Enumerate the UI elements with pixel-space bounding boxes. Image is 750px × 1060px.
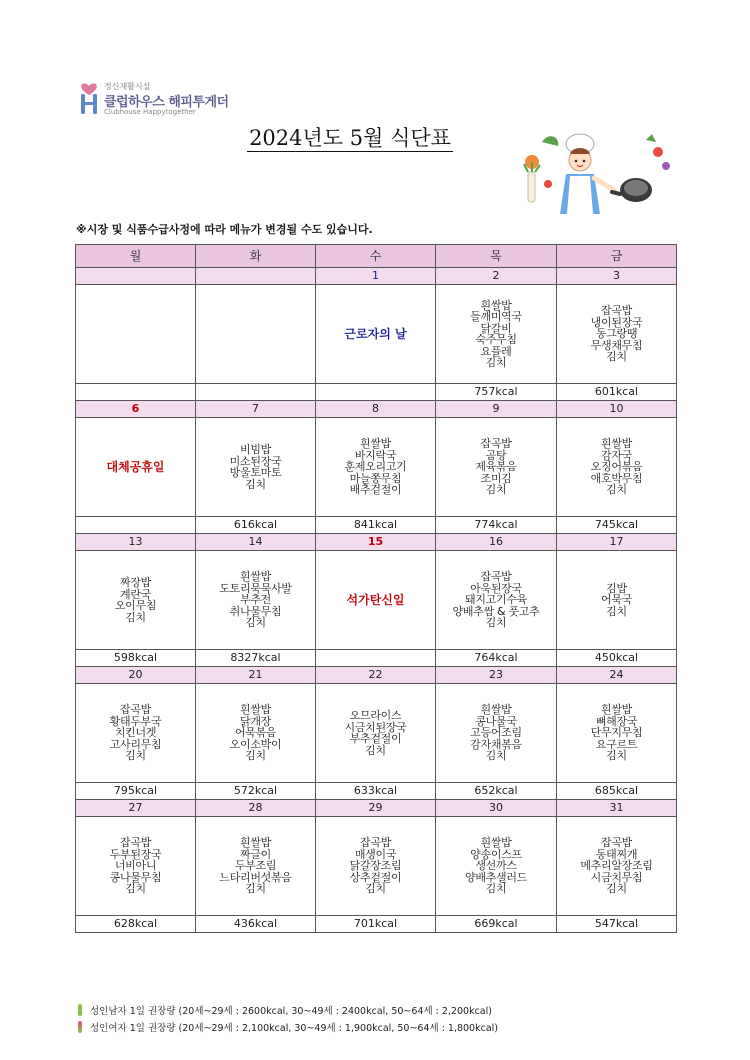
kcal-row bbox=[76, 384, 677, 401]
menu-cell-fri bbox=[557, 285, 677, 384]
kcal-cell-mon: 598kcal bbox=[76, 650, 196, 667]
kcal-cell-mon: 628kcal bbox=[76, 916, 196, 933]
date-cell-fri: 24 bbox=[557, 667, 677, 684]
holiday-label: 근로자의 날 bbox=[344, 326, 407, 341]
menu-item: 김치 bbox=[606, 483, 627, 497]
menu-item: 부추전 bbox=[240, 593, 271, 607]
kcal-cell-thu: 774kcal bbox=[436, 517, 557, 534]
kcal-cell-tue bbox=[196, 384, 316, 401]
kcal-cell-fri: 547kcal bbox=[557, 916, 677, 933]
leaf-icon bbox=[78, 1021, 82, 1033]
date-cell-thu: 9 bbox=[436, 401, 557, 418]
menu-item: 두부조림 bbox=[234, 859, 277, 873]
menu-item: 잡곡밥 bbox=[601, 836, 632, 850]
date-cell-wed: 29 bbox=[316, 800, 436, 817]
menu-item: 메추리알장조림 bbox=[580, 859, 653, 873]
menu-item: 잡곡밥 bbox=[601, 304, 632, 318]
menu-item: 흰쌀밥 bbox=[240, 836, 271, 850]
date-cell-fri: 17 bbox=[557, 534, 677, 551]
date-row bbox=[76, 534, 677, 551]
menu-cell-tue bbox=[196, 684, 316, 783]
kcal-cell-mon bbox=[76, 384, 196, 401]
menu-item: 닭갈비 bbox=[480, 321, 512, 335]
kcal-cell-wed: 701kcal bbox=[316, 916, 436, 933]
kcal-cell-tue: 8327kcal bbox=[196, 650, 316, 667]
menu-cell-thu bbox=[436, 418, 557, 517]
menu-item: 흰쌀밥 bbox=[480, 703, 512, 717]
menu-item: 양송이스프 bbox=[470, 847, 522, 861]
date-cell-thu: 16 bbox=[436, 534, 557, 551]
menu-item: 오므라이스 bbox=[349, 709, 402, 722]
menu-item: 시금치된장국 bbox=[344, 720, 407, 734]
date-cell-fri: 3 bbox=[557, 268, 677, 285]
kcal-cell-tue: 436kcal bbox=[196, 916, 316, 933]
menu-item: 두부된장국 bbox=[109, 847, 162, 861]
menu-item: 숙주무침 bbox=[475, 333, 517, 346]
menu-item: 오이소박이 bbox=[229, 737, 282, 751]
menu-item: 김치 bbox=[245, 882, 266, 896]
menu-item: 냉이된장국 bbox=[590, 315, 643, 329]
menu-item: 오이무침 bbox=[114, 599, 157, 612]
menu-item: 들깨미역국 bbox=[470, 310, 522, 323]
female-recommendation-text: 성인여자 1일 권장량 (20세~29세 : 2,100kcal, 30~49세 : 1,900kcal, 50~64세 : 1,800kcal) bbox=[90, 1023, 498, 1034]
menu-cell-wed bbox=[316, 684, 436, 783]
menu-item: 도토리묵묵사발 bbox=[219, 581, 292, 595]
menu-item: 김치 bbox=[606, 882, 627, 896]
menu-item: 바지락국 bbox=[354, 448, 397, 462]
date-cell-tue bbox=[196, 268, 316, 285]
menu-cell-wed bbox=[316, 418, 436, 517]
kcal-cell-fri: 745kcal bbox=[557, 517, 677, 534]
menu-item: 짜장밥 bbox=[120, 576, 151, 589]
chef-illustration-icon bbox=[518, 122, 678, 222]
kcal-row bbox=[76, 916, 677, 933]
menu-item: 김치 bbox=[606, 749, 627, 763]
kcal-cell-thu: 764kcal bbox=[436, 650, 557, 667]
menu-item: 상추겉절이 bbox=[349, 870, 402, 884]
kcal-cell-fri: 601kcal bbox=[557, 384, 677, 401]
menu-item: 부추겉절이 bbox=[349, 732, 402, 745]
menu-cell-thu bbox=[436, 551, 557, 650]
menu-item: 미소된장국 bbox=[229, 454, 282, 468]
menu-cell-wed bbox=[316, 551, 436, 650]
date-cell-wed: 15 bbox=[316, 534, 436, 551]
menu-item: 뼈해장국 bbox=[595, 714, 638, 728]
menu-item: 느타리버섯볶음 bbox=[219, 870, 292, 884]
menu-item: 동태찌개 bbox=[595, 847, 638, 861]
menu-cell-thu bbox=[436, 285, 557, 384]
menu-item: 어묵국 bbox=[601, 593, 632, 607]
menu-item: 동그랑땡 bbox=[595, 327, 638, 341]
menu-item: 배추겉절이 bbox=[349, 483, 402, 497]
male-recommendation bbox=[78, 1003, 498, 1020]
menu-item: 단무지무침 bbox=[590, 726, 643, 740]
menu-item: 요플레 bbox=[480, 344, 512, 358]
menu-row bbox=[76, 684, 677, 783]
clubhouse-logo-icon bbox=[78, 80, 100, 116]
menu-item: 김치 bbox=[245, 749, 266, 763]
menu-item: 너비아니 bbox=[114, 859, 157, 873]
menu-item: 어묵볶음 bbox=[234, 726, 277, 740]
date-cell-mon: 20 bbox=[76, 667, 196, 684]
menu-cell-mon bbox=[76, 551, 196, 650]
menu-cell-fri bbox=[557, 418, 677, 517]
date-cell-fri: 10 bbox=[557, 401, 677, 418]
menu-item: 흰쌀밥 bbox=[480, 836, 512, 850]
menu-item: 감자채볶음 bbox=[470, 737, 522, 751]
date-row bbox=[76, 401, 677, 418]
menu-item: 양배추샐러드 bbox=[465, 870, 527, 884]
menu-cell-mon bbox=[76, 684, 196, 783]
menu-item: 매생이국 bbox=[354, 847, 397, 861]
menu-item: 방울토마토 bbox=[229, 466, 282, 479]
daily-recommendation-footer bbox=[78, 1003, 498, 1037]
kcal-row bbox=[76, 650, 677, 667]
menu-item: 김치 bbox=[485, 356, 507, 369]
menu-cell-tue bbox=[196, 551, 316, 650]
menu-item: 비빔밥 bbox=[240, 443, 271, 456]
female-recommendation bbox=[78, 1020, 498, 1037]
date-cell-wed: 22 bbox=[316, 667, 436, 684]
menu-cell-tue bbox=[196, 418, 316, 517]
kcal-cell-wed bbox=[316, 384, 436, 401]
menu-item: 김치 bbox=[365, 882, 386, 896]
menu-item: 감자국 bbox=[601, 448, 632, 462]
menu-row bbox=[76, 418, 677, 517]
menu-item: 황태두부국 bbox=[109, 714, 162, 728]
menu-item: 치킨너겟 bbox=[114, 726, 157, 740]
logo-english-name: Clubhouse Happytogether bbox=[104, 108, 196, 116]
leaf-icon bbox=[78, 1004, 82, 1016]
weekday-header-wed: 수 bbox=[316, 245, 436, 268]
date-row bbox=[76, 800, 677, 817]
date-cell-mon: 27 bbox=[76, 800, 196, 817]
menu-item: 콩나물국 bbox=[475, 714, 517, 728]
menu-item: 양배추쌈 & 풋고추 bbox=[452, 604, 540, 618]
kcal-cell-thu: 652kcal bbox=[436, 783, 557, 800]
menu-item: 잡곡밥 bbox=[480, 437, 512, 451]
kcal-cell-fri: 685kcal bbox=[557, 783, 677, 800]
kcal-cell-mon bbox=[76, 517, 196, 534]
menu-item: 요구르트 bbox=[595, 737, 638, 751]
menu-item: 닭갈장조림 bbox=[349, 859, 402, 873]
kcal-row bbox=[76, 783, 677, 800]
menu-item: 잡곡밥 bbox=[120, 703, 151, 717]
logo-name: 클럽하우스 해피투게더 bbox=[104, 95, 229, 110]
menu-cell-thu bbox=[436, 684, 557, 783]
menu-item: 흰쌀밥 bbox=[240, 570, 271, 584]
menu-item: 제육볶음 bbox=[475, 460, 517, 474]
date-cell-mon: 13 bbox=[76, 534, 196, 551]
kcal-cell-fri: 450kcal bbox=[557, 650, 677, 667]
menu-table-body bbox=[76, 245, 677, 933]
menu-item: 흰쌀밥 bbox=[601, 437, 632, 451]
kcal-cell-thu: 669kcal bbox=[436, 916, 557, 933]
menu-cell-fri bbox=[557, 684, 677, 783]
menu-item: 김치 bbox=[365, 743, 386, 757]
weekday-header-mon: 월 bbox=[76, 245, 196, 268]
menu-item: 아욱된장국 bbox=[470, 581, 522, 595]
menu-item: 김치 bbox=[485, 616, 507, 630]
menu-item: 애호박무침 bbox=[590, 471, 643, 485]
kcal-cell-tue: 572kcal bbox=[196, 783, 316, 800]
menu-item: 잡곡밥 bbox=[480, 570, 512, 584]
menu-row bbox=[76, 551, 677, 650]
menu-item: 시금치무침 bbox=[590, 870, 643, 884]
kcal-cell-wed: 841kcal bbox=[316, 517, 436, 534]
kcal-cell-mon: 795kcal bbox=[76, 783, 196, 800]
menu-item: 잡곡밥 bbox=[360, 836, 391, 850]
menu-item: 조미김 bbox=[480, 471, 512, 485]
menu-item: 콩나물무침 bbox=[109, 870, 162, 884]
menu-cell-wed bbox=[316, 285, 436, 384]
page-title-text: 2024년도 5월 식단표 bbox=[249, 126, 451, 150]
menu-cell-tue bbox=[196, 817, 316, 916]
menu-item: 잡곡밥 bbox=[120, 836, 151, 850]
menu-item: 김치 bbox=[125, 610, 146, 624]
menu-item: 고등어조림 bbox=[470, 726, 522, 740]
menu-cell-mon bbox=[76, 418, 196, 517]
menu-row bbox=[76, 817, 677, 916]
date-row bbox=[76, 268, 677, 285]
menu-item: 오징어볶음 bbox=[590, 460, 643, 474]
menu-item: 닭개장 bbox=[240, 714, 271, 728]
weekday-header-fri: 금 bbox=[557, 245, 677, 268]
date-cell-wed: 8 bbox=[316, 401, 436, 418]
menu-cell-fri bbox=[557, 551, 677, 650]
menu-cell-fri bbox=[557, 817, 677, 916]
date-cell-tue: 14 bbox=[196, 534, 316, 551]
menu-item: 김치 bbox=[125, 749, 146, 763]
menu-item: 김치 bbox=[245, 477, 266, 491]
date-cell-thu: 23 bbox=[436, 667, 557, 684]
date-cell-tue: 21 bbox=[196, 667, 316, 684]
menu-item: 짜글이 bbox=[240, 847, 271, 861]
menu-item: 김치 bbox=[485, 749, 507, 763]
clubhouse-logo bbox=[78, 80, 278, 120]
date-cell-wed: 1 bbox=[316, 268, 436, 285]
date-cell-thu: 30 bbox=[436, 800, 557, 817]
menu-item: 생선까스 bbox=[475, 859, 517, 873]
menu-item: 김치 bbox=[125, 882, 146, 896]
date-cell-mon bbox=[76, 268, 196, 285]
menu-item: 곰탕 bbox=[485, 448, 507, 462]
kcal-row bbox=[76, 517, 677, 534]
menu-item: 김치 bbox=[606, 350, 627, 364]
menu-item: 흰쌀밥 bbox=[480, 298, 512, 312]
kcal-cell-thu: 757kcal bbox=[436, 384, 557, 401]
menu-row bbox=[76, 285, 677, 384]
menu-item: 김밥 bbox=[606, 581, 627, 595]
menu-item: 김치 bbox=[606, 604, 627, 618]
menu-item: 돼지고기수육 bbox=[465, 593, 527, 607]
menu-item: 훈제오리고기 bbox=[344, 460, 407, 474]
menu-item: 취나물무침 bbox=[229, 604, 282, 618]
menu-item: 김치 bbox=[485, 882, 507, 896]
kcal-cell-tue: 616kcal bbox=[196, 517, 316, 534]
male-recommendation-text: 성인남자 1일 권장량 (20세~29세 : 2600kcal, 30~49세 : 2400kcal, 50~64세 : 2,200kcal) bbox=[90, 1006, 492, 1017]
menu-item: 마늘쫑무침 bbox=[349, 471, 402, 485]
menu-cell-tue bbox=[196, 285, 316, 384]
date-cell-thu: 2 bbox=[436, 268, 557, 285]
menu-item: 고사리무침 bbox=[109, 737, 162, 751]
kcal-cell-wed bbox=[316, 650, 436, 667]
date-cell-mon: 6 bbox=[76, 401, 196, 418]
menu-item: 김치 bbox=[245, 616, 266, 630]
menu-cell-mon bbox=[76, 817, 196, 916]
date-cell-tue: 28 bbox=[196, 800, 316, 817]
weekday-header-thu: 목 bbox=[436, 245, 557, 268]
menu-cell-thu bbox=[436, 817, 557, 916]
holiday-label: 석가탄신일 bbox=[346, 592, 405, 607]
date-row bbox=[76, 667, 677, 684]
holiday-label: 대체공휴일 bbox=[106, 459, 165, 474]
menu-item: 흰쌀밥 bbox=[360, 437, 391, 451]
menu-item: 무생채무침 bbox=[590, 338, 643, 352]
menu-item: 김치 bbox=[485, 483, 507, 497]
date-cell-tue: 7 bbox=[196, 401, 316, 418]
weekday-header-tue: 화 bbox=[196, 245, 316, 268]
weekday-header-row bbox=[76, 245, 677, 268]
date-cell-fri: 31 bbox=[557, 800, 677, 817]
menu-table bbox=[75, 244, 677, 933]
menu-change-notice: ※시장 및 식품수급사정에 따라 메뉴가 변경될 수도 있습니다. bbox=[76, 223, 373, 236]
menu-item: 흰쌀밥 bbox=[240, 703, 271, 717]
logo-subtitle: 정신재활시설 bbox=[104, 82, 151, 91]
menu-cell-wed bbox=[316, 817, 436, 916]
menu-item: 계란국 bbox=[120, 587, 151, 601]
menu-cell-mon bbox=[76, 285, 196, 384]
menu-item: 흰쌀밥 bbox=[601, 703, 632, 717]
kcal-cell-wed: 633kcal bbox=[316, 783, 436, 800]
